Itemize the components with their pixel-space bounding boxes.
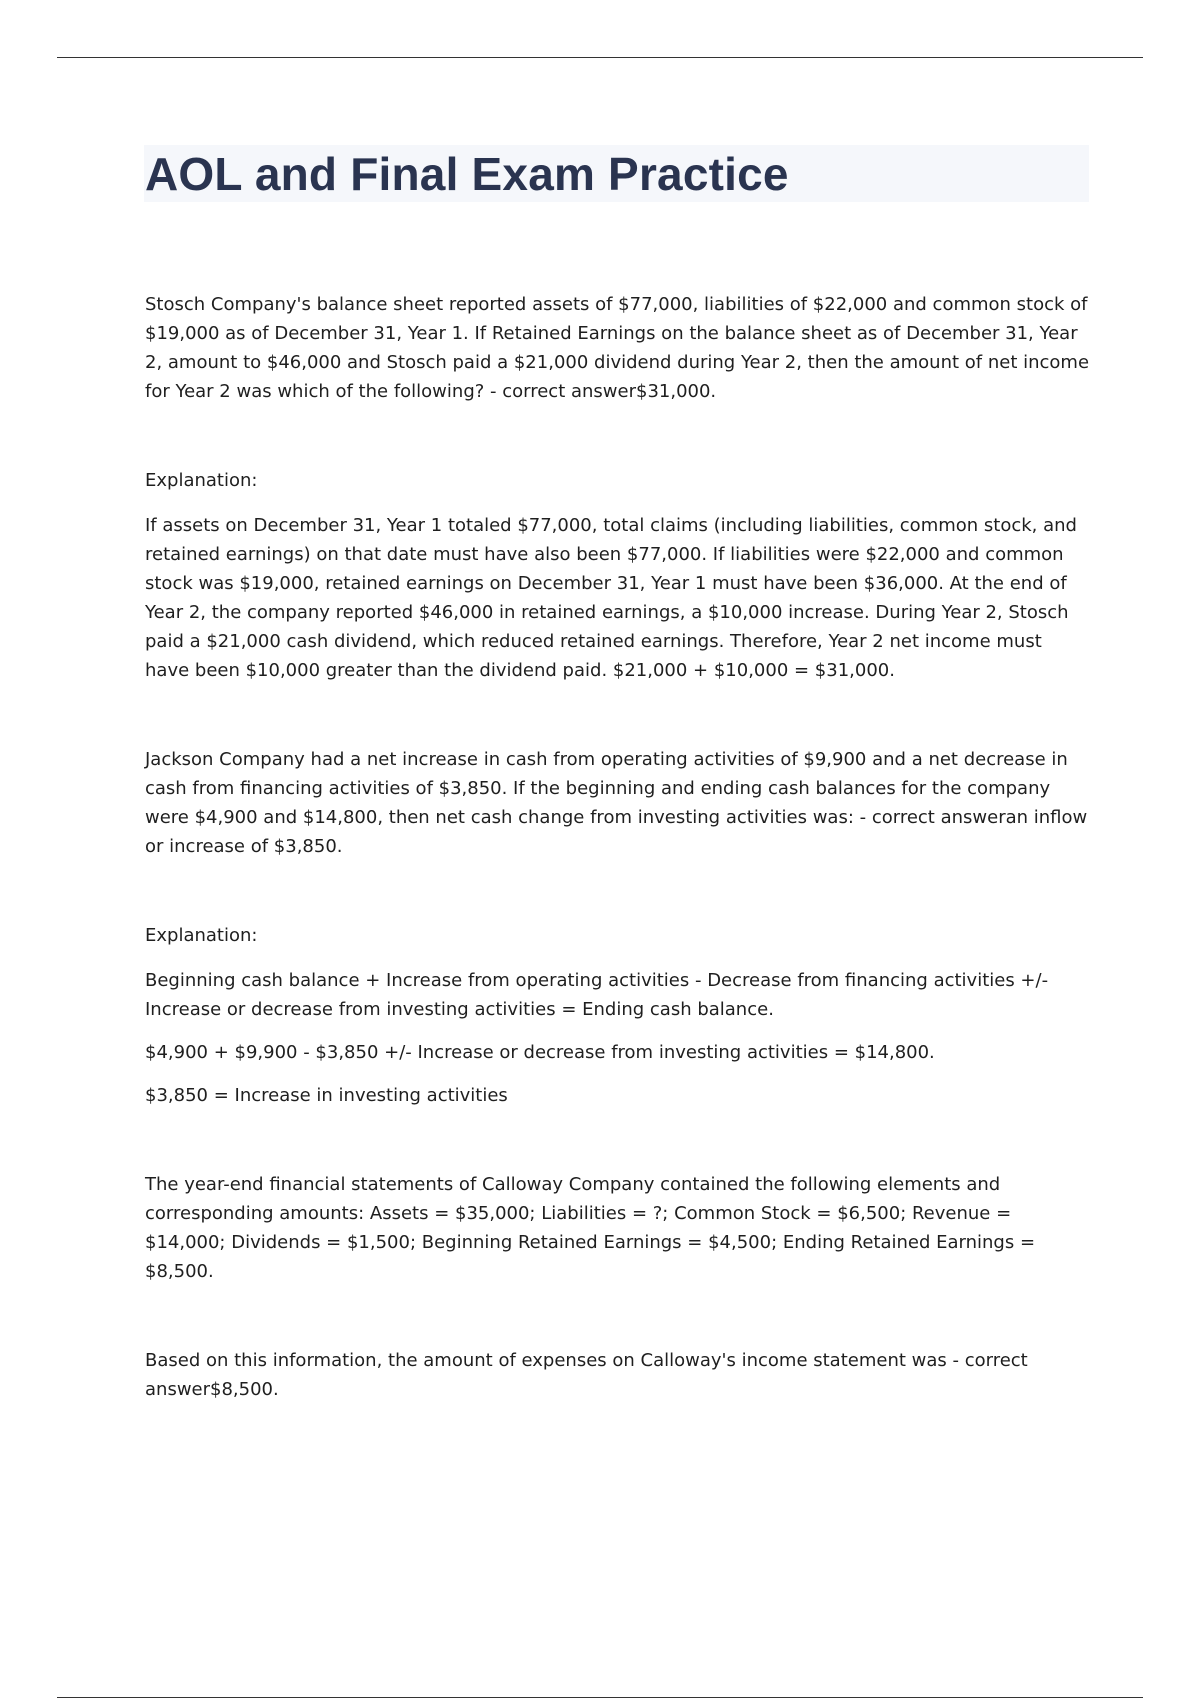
question-3-answer: Based on this information, the amount of expenses on Calloway's income statement was - correct answer$8,500. [145,1350,1028,1400]
explanation-2-line-2: $4,900 + $9,900 - $3,850 +/- Increase or decrease from investing activities = $14,800. [145,1042,935,1063]
explanation-2-line-1: Beginning cash balance + Increase from operating activities - Decrease from financing activities +/- Increase or decrease from investing activities = Ending cash balance. [145,970,1049,1020]
question-2: Jackson Company had a net increase in cash from operating activities of $9,900 and a net decrease in cash from financing activities of $3,850. If the beginning and ending cash balances for the company were $4,900 and $14,800, then net cash change from investing activities was: - correct answeran inflow or increase of $3,850. [145,749,1088,857]
top-divider [57,57,1143,58]
question-1: Stosch Company's balance sheet reported assets of $77,000, liabilities of $22,000 and common stock of $19,000 as of December 31, Year 1. If Retained Earnings on the balance sheet as of December 31, Year 2, amount to $46,000 and Stosch paid a $21,000 dividend during Year 2, then the amount of net income for Year 2 was which of the following? - correct answer$31,000. [145,294,1090,402]
document-title: AOL and Final Exam Practice [145,148,789,200]
explanation-label-2: Explanation: [145,925,258,946]
bottom-divider [57,1697,1143,1698]
document-body [145,290,1090,1404]
explanation-1: If assets on December 31, Year 1 totaled $77,000, total claims (including liabilities, common stock, and retained earnings) on that date must have also been $77,000. If liabilities were $22,000 and common stock was $19,000, retained earnings on December 31, Year 1 must have been $36,000. At the end of Year 2, the company reported $46,000 in retained earnings, a $10,000 increase. During Year 2, Stosch paid a $21,000 cash dividend, which reduced retained earnings. Therefore, Year 2 net income must have been $10,000 greater than the dividend paid. $21,000 + $10,000 = $31,000. [145,515,1077,681]
question-3: The year-end financial statements of Calloway Company contained the following elements and corresponding amounts: Assets = $35,000; Liabilities = ?; Common Stock = $6,500; Revenue = $14,000; Dividends = $1,500; Beginning Retained Earnings = $4,500; Ending Retained Earnings = $8,500. [145,1174,1036,1282]
explanation-2-line-3: $3,850 = Increase in investing activities [145,1085,508,1106]
explanation-label-1: Explanation: [145,470,258,491]
